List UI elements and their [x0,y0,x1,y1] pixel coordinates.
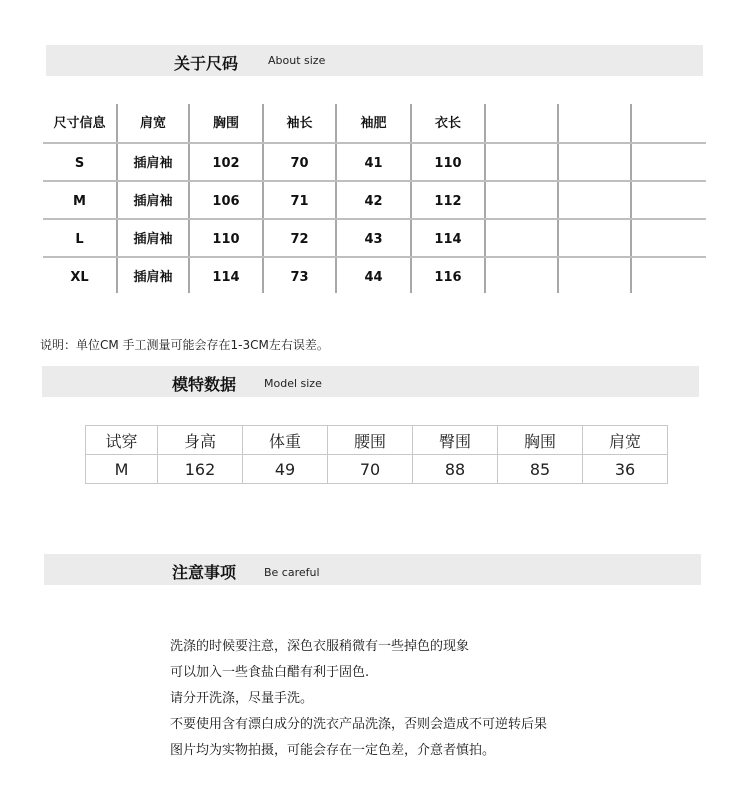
care-line: 洗涤的时候要注意，深色衣服稍微有一些掉色的现象 [170,639,470,654]
chest-value: 110 [212,232,240,247]
chest-value: 106 [212,194,240,209]
sleeve-length-value: 71 [290,194,309,209]
care-line: 不要使用含有漂白成分的洗衣产品洗涤，否则会造成不可逆转后果 [170,717,548,732]
length-value: 114 [434,232,462,247]
table-row [43,258,706,296]
length-value: 110 [434,156,462,171]
size-label: S [74,156,85,171]
sleeve-width-value: 42 [364,194,383,209]
sleeve-width-value: 44 [364,270,383,285]
model-hip-value: 88 [413,455,498,484]
header-cell: 肩宽 [583,426,668,455]
table-row [43,144,706,182]
sleeve-length-value: 70 [290,156,309,171]
header-cell: 袖长 [286,116,313,131]
sleeve-width-value: 41 [364,156,383,171]
model-table-header-row [86,426,668,455]
length-value: 116 [434,270,462,285]
header-cell: 袖肥 [360,116,387,131]
size-table [43,104,706,285]
size-label: M [73,194,86,209]
table-row [86,455,668,484]
header-cell: 试穿 [86,426,158,455]
shoulder-value: 插肩袖 [133,156,173,171]
model-weight-value: 49 [243,455,328,484]
sleeve-length-value: 72 [290,232,309,247]
header-cell: 胸围 [212,116,239,131]
model-size-subtitle: Model size [264,377,322,390]
care-line: 可以加入一些食盐白醋有利于固色. [170,665,370,680]
table-row [43,182,706,220]
about-size-header [46,45,703,76]
header-cell: 胸围 [498,426,583,455]
measurement-note: 说明：单位CM 手工测量可能会存在1-3CM左右误差。 [40,338,329,352]
shoulder-value: 插肩袖 [133,194,173,209]
be-careful-header [44,554,701,585]
table-row [43,220,706,258]
model-waist-value: 70 [328,455,413,484]
header-cell: 腰围 [328,426,413,455]
shoulder-value: 插肩袖 [133,270,173,285]
model-chest-value: 85 [498,455,583,484]
header-cell: 尺寸信息 [53,116,106,131]
shoulder-value: 插肩袖 [133,232,173,247]
chest-value: 102 [212,156,240,171]
be-careful-title: 注意事项 [172,563,237,582]
header-cell: 体重 [243,426,328,455]
sleeve-length-value: 73 [290,270,309,285]
sleeve-width-value: 43 [364,232,383,247]
model-shoulder-value: 36 [583,455,668,484]
model-size-header [42,366,699,397]
size-table-header-row [43,104,706,142]
about-size-title: 关于尺码 [174,54,239,73]
header-cell: 肩宽 [139,116,166,131]
about-size-subtitle: About size [268,54,326,67]
model-size-value: M [86,455,158,484]
header-cell: 臀围 [413,426,498,455]
care-line: 图片均为实物拍摄，可能会存在一定色差，介意者慎拍。 [170,743,496,758]
care-line: 请分开洗涤，尽量手洗。 [170,691,314,706]
care-instructions [170,635,547,765]
model-height-value: 162 [158,455,243,484]
size-label: XL [70,270,89,285]
header-cell: 衣长 [434,116,461,131]
length-value: 112 [434,194,462,209]
size-label: L [75,232,84,247]
model-size-title: 模特数据 [172,375,237,394]
chest-value: 114 [212,270,240,285]
be-careful-subtitle: Be careful [264,566,320,579]
header-cell: 身高 [158,426,243,455]
model-table [85,425,668,484]
